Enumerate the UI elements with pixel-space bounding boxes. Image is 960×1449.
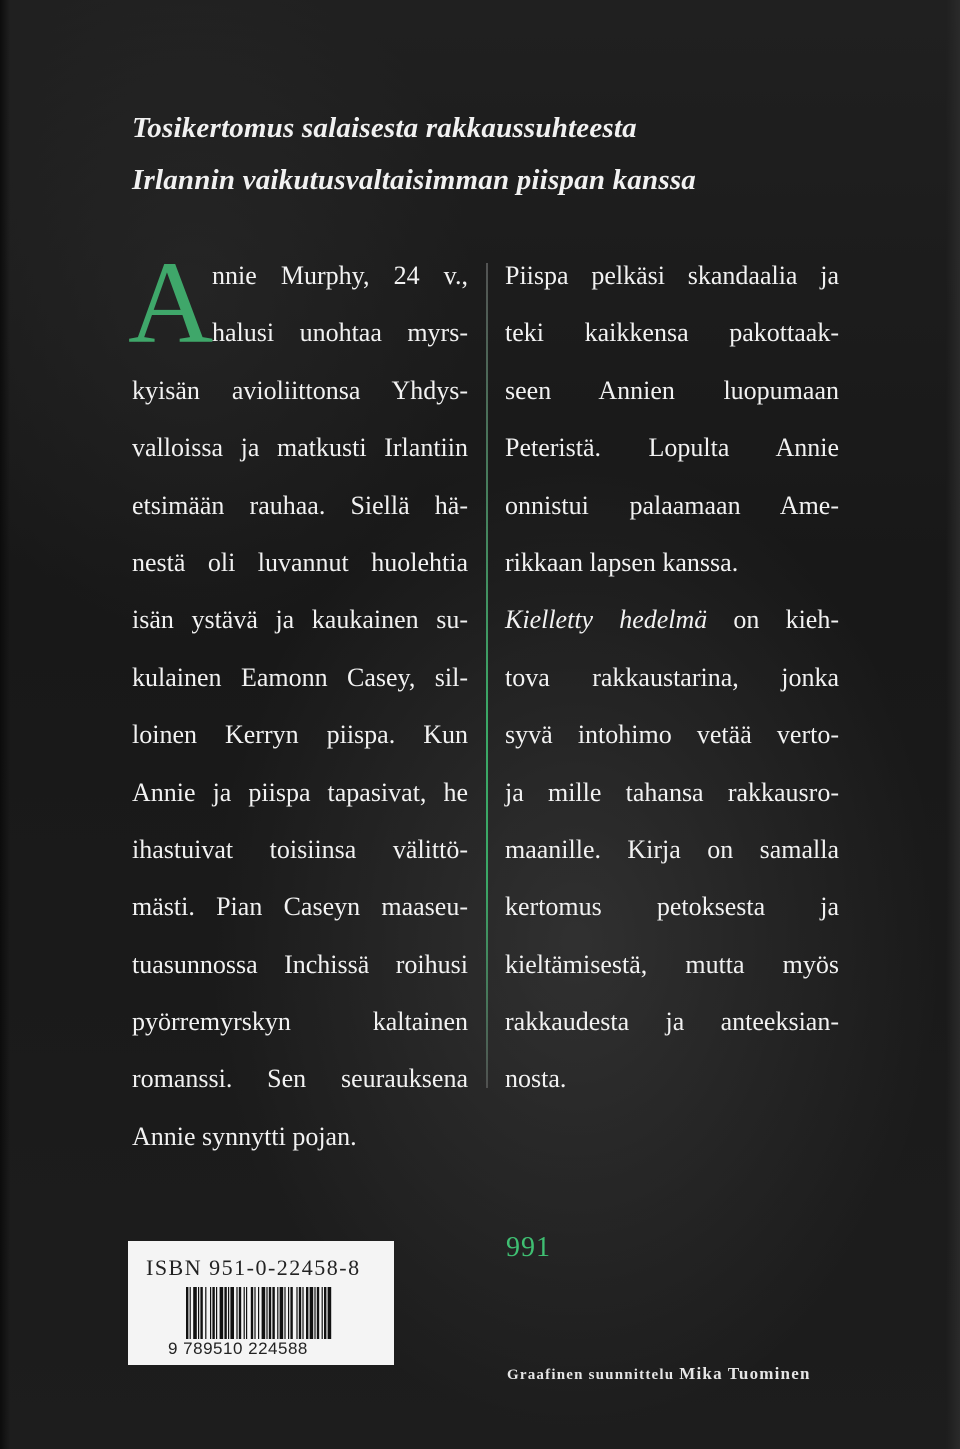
barcode-bar: [262, 1287, 266, 1339]
blurb-line: Peteristä. Lopulta Annie: [505, 433, 839, 463]
blurb-line: ihastuivat toisiinsa välittö-: [132, 834, 468, 864]
blurb-line: maanille. Kirja on samalla: [505, 834, 839, 864]
credit-prefix: Graafinen suunnittelu: [507, 1367, 675, 1383]
barcode-bar: [272, 1287, 274, 1339]
barcode-bar: [186, 1287, 188, 1339]
barcode-bar: [230, 1287, 234, 1339]
barcode-bar: [193, 1287, 197, 1339]
barcode-bar: [317, 1287, 319, 1339]
blurb-line: kulainen Eamonn Casey, sil-: [132, 662, 468, 692]
blurb-line: ja mille tahansa rakkausro-: [505, 777, 839, 807]
barcode-bar: [258, 1287, 259, 1339]
drop-cap-letter: A: [128, 237, 214, 368]
blurb-line: syvä intohimo vetää verto-: [505, 720, 839, 750]
barcode-bar: [280, 1287, 284, 1339]
blurb-line: halusi unohtaa myrs-: [212, 318, 468, 348]
barcode-bar: [284, 1287, 285, 1339]
blurb-line: rakkaudesta ja anteeksian-: [505, 1007, 839, 1037]
barcode-bar: [306, 1287, 308, 1339]
blurb-line: valloissa ja matkusti Irlantiin: [132, 433, 468, 463]
barcode-bar: [244, 1287, 245, 1339]
barcode-bar: [302, 1287, 303, 1339]
blurb-line: tova rakkaustarina, jonka: [505, 662, 839, 692]
blurb-right-column: [505, 247, 839, 1108]
barcode-bar: [198, 1287, 199, 1339]
blurb-line: mästi. Pian Caseyn maaseu-: [132, 892, 468, 922]
barcode-bar: [251, 1287, 253, 1339]
blurb-line: Annie ja piispa tapasivat, he: [132, 777, 468, 807]
barcode-bar: [328, 1287, 332, 1339]
barcode-bar: [314, 1287, 315, 1339]
blurb-line: romanssi. Sen seurauksena: [132, 1064, 468, 1094]
barcode-bar: [299, 1287, 301, 1339]
tagline-line-2: Irlannin vaikutusvaltaisimman piispan kanssa: [132, 164, 697, 196]
blurb-line: nosta.: [505, 1064, 567, 1094]
blurb-left-column: [132, 247, 468, 1165]
barcode-digits: 9 789510 224588: [168, 1339, 308, 1358]
barcode-bar: [269, 1287, 271, 1339]
barcode-bar: [239, 1287, 241, 1339]
blurb-line: onnistui palaamaan Ame-: [505, 490, 839, 520]
barcode-bar: [216, 1287, 217, 1339]
barcode-bar: [288, 1287, 289, 1339]
credit-designer: Mika Tuominen: [679, 1364, 811, 1383]
price-code: 991: [506, 1232, 551, 1263]
blurb-line: etsimään rauhaa. Siellä hä-: [132, 490, 468, 520]
blurb-line: nestä oli luvannut huolehtia: [132, 547, 468, 577]
cover-right-edge: [946, 0, 960, 1449]
blurb-line: Annie synnytti pojan.: [132, 1121, 357, 1151]
barcode-bar: [236, 1287, 237, 1339]
barcode-bar: [324, 1287, 326, 1339]
tagline: [132, 102, 852, 206]
blurb-line-with-title: [505, 591, 839, 648]
column-divider: [486, 263, 488, 1088]
barcode-bar: [190, 1287, 191, 1339]
isbn-number: ISBN 951-0-22458-8: [146, 1255, 361, 1280]
blurb-line: seen Annien luopumaan: [505, 375, 839, 405]
blurb-line: loinen Kerryn piispa. Kun: [132, 720, 468, 750]
blurb-line: Piispa pelkäsi skandaalia ja: [505, 261, 839, 290]
barcode-bar: [290, 1287, 292, 1339]
isbn-label: [128, 1241, 394, 1365]
barcode-bar: [246, 1287, 247, 1339]
barcode-bar: [296, 1287, 297, 1339]
blurb-line: kyisän avioliittonsa Yhdys-: [132, 375, 468, 405]
barcode-bar: [254, 1287, 255, 1339]
barcode-bar: [210, 1287, 211, 1339]
barcode-bar: [228, 1287, 229, 1339]
barcode-bar: [310, 1287, 314, 1339]
blurb-line: kertomus petoksesta ja: [505, 892, 839, 922]
blurb-line: isän ystävä ja kaukainen su-: [132, 605, 468, 635]
blurb-line: tuasunnossa Inchissä roihusi: [132, 949, 468, 979]
blurb-line: nnie Murphy, 24 v.,: [212, 261, 468, 290]
barcode-bar: [224, 1287, 226, 1339]
blurb-line: kieltämisestä, mutta myös: [505, 949, 839, 979]
barcode: [186, 1287, 378, 1339]
cover-left-edge: [0, 0, 10, 1449]
barcode-bar: [266, 1287, 267, 1339]
barcode-bar: [322, 1287, 323, 1339]
blurb-line: teki kaikkensa pakottaak-: [505, 318, 839, 348]
barcode-bar: [277, 1287, 278, 1339]
blurb-line: rikkaan lapsen kanssa.: [505, 547, 739, 577]
barcode-bar: [200, 1287, 202, 1339]
design-credit: [507, 1364, 811, 1384]
blurb-text: on kieh-: [707, 605, 839, 635]
book-title: Kielletty hedelmä: [505, 605, 708, 635]
barcode-bar: [220, 1287, 224, 1339]
barcode-bar: [212, 1287, 214, 1339]
blurb-line: pyörremyrskyn kaltainen: [132, 1007, 468, 1037]
tagline-line-1: Tosikertomus salaisesta rakkaussuhteesta: [132, 112, 637, 144]
barcode-bar: [205, 1287, 206, 1339]
